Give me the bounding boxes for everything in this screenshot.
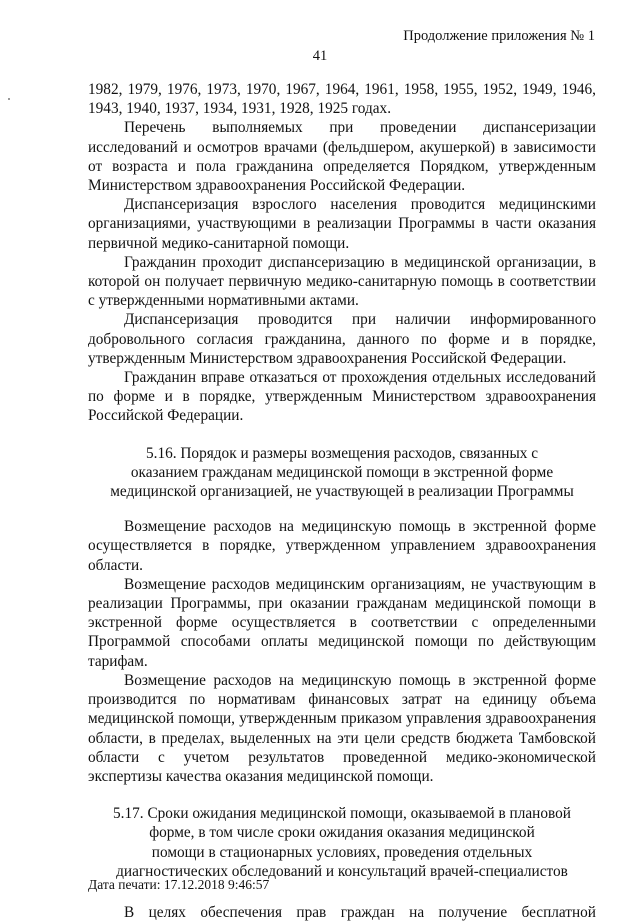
- paragraph-reimbursement-tariffs: Возмещение расходов медицинским организациям, не участвующим в реализации Программы, при оказании гражданам медицинской помощи в экстренной форме осуществляется в соответствии с определенными Программой способами оплаты медицинской помощи по действующим тарифам.: [88, 575, 596, 670]
- section-5-17-title-line: диагностических обследований и консультаций врачей-специалистов: [116, 862, 568, 880]
- page-number: 41: [312, 48, 328, 64]
- section-5-17-title-line: форме, в том числе сроки ожидания оказания медицинской: [149, 824, 535, 842]
- paragraph-years: 1982, 1979, 1976, 1973, 1970, 1967, 1964, 1961, 1958, 1955, 1952, 1949, 1946, 1943, 1940, 1937, 1934, 1931, 1928, 1925 годах.: [88, 81, 596, 118]
- paragraph-rights-start: В целях обеспечения прав граждан на получение бесплатной: [124, 903, 596, 921]
- paragraph-reimbursement-norms: Возмещение расходов на медицинскую помощь в экстренной форме производится по нормативам финансовых затрат на единицу объема медицинской помощи, утвержденным приказом управления здравоохранения области, в пределах, выделенных на эти цели средств бюджета Тамбовской области с учетом результатов проведенной медико-экономической экспертизы качества оказания медицинской помощи.: [88, 671, 596, 785]
- section-5-16-title-line: 5.16. Порядок и размеры возмещения расходов, связанных с: [145, 444, 539, 462]
- paragraph-informed-consent: Диспансеризация проводится при наличии информированного добровольного согласия гражданина, данного по форме и в порядке, утвержденным Министерством здравоохранения Российской Федерации.: [88, 311, 596, 367]
- print-date: Дата печати: 17.12.2018 9:46:57: [88, 877, 270, 892]
- scan-speck: [8, 98, 10, 100]
- paragraph-refusal-right: Гражданин вправе отказаться от прохождения отдельных исследований по форме и в порядке, утвержденным Министерством здравоохранения Российской Федерации.: [88, 369, 596, 425]
- paragraph-exam-list: Перечень выполняемых при проведении диспансеризации исследований и осмотров врачами (фельдшером, акушеркой) в зависимости от возраста и пола гражданина определяется Порядком, утвержденным Министерством здравоохранения Российской Федерации.: [88, 119, 596, 195]
- section-5-17-title-line: 5.17. Сроки ожидания медицинской помощи, оказываемой в плановой: [113, 805, 571, 823]
- paragraph-citizen-dispensary: Гражданин проходит диспансеризацию в медицинской организации, в которой он получает первичную медико-санитарную помощь в соответствии с утвержденными нормативными актами.: [88, 253, 596, 310]
- document-body: [88, 80, 596, 922]
- section-5-16-heading: [88, 444, 596, 502]
- section-5-17-title-line: помощи в стационарных условиях, проведения отдельных: [151, 843, 533, 861]
- section-5-16-title-line: оказанием гражданам медицинской помощи в экстренной форме: [130, 463, 554, 481]
- section-5-16-title-line: медицинской организацией, не участвующей в реализации Программы: [110, 483, 574, 501]
- section-5-17-heading: [88, 804, 596, 881]
- paragraph-dispensary-orgs: Диспансеризация взрослого населения проводится медицинскими организациями, участвующими в реализации Программы в части оказания первичной медико-санитарной помощи.: [88, 196, 596, 252]
- appendix-continuation-label: Продолжение приложения № 1: [403, 28, 595, 44]
- paragraph-reimbursement-order: Возмещение расходов на медицинскую помощь в экстренной форме осуществляется в порядке, утвержденном управлением здравоохранения области.: [88, 518, 596, 574]
